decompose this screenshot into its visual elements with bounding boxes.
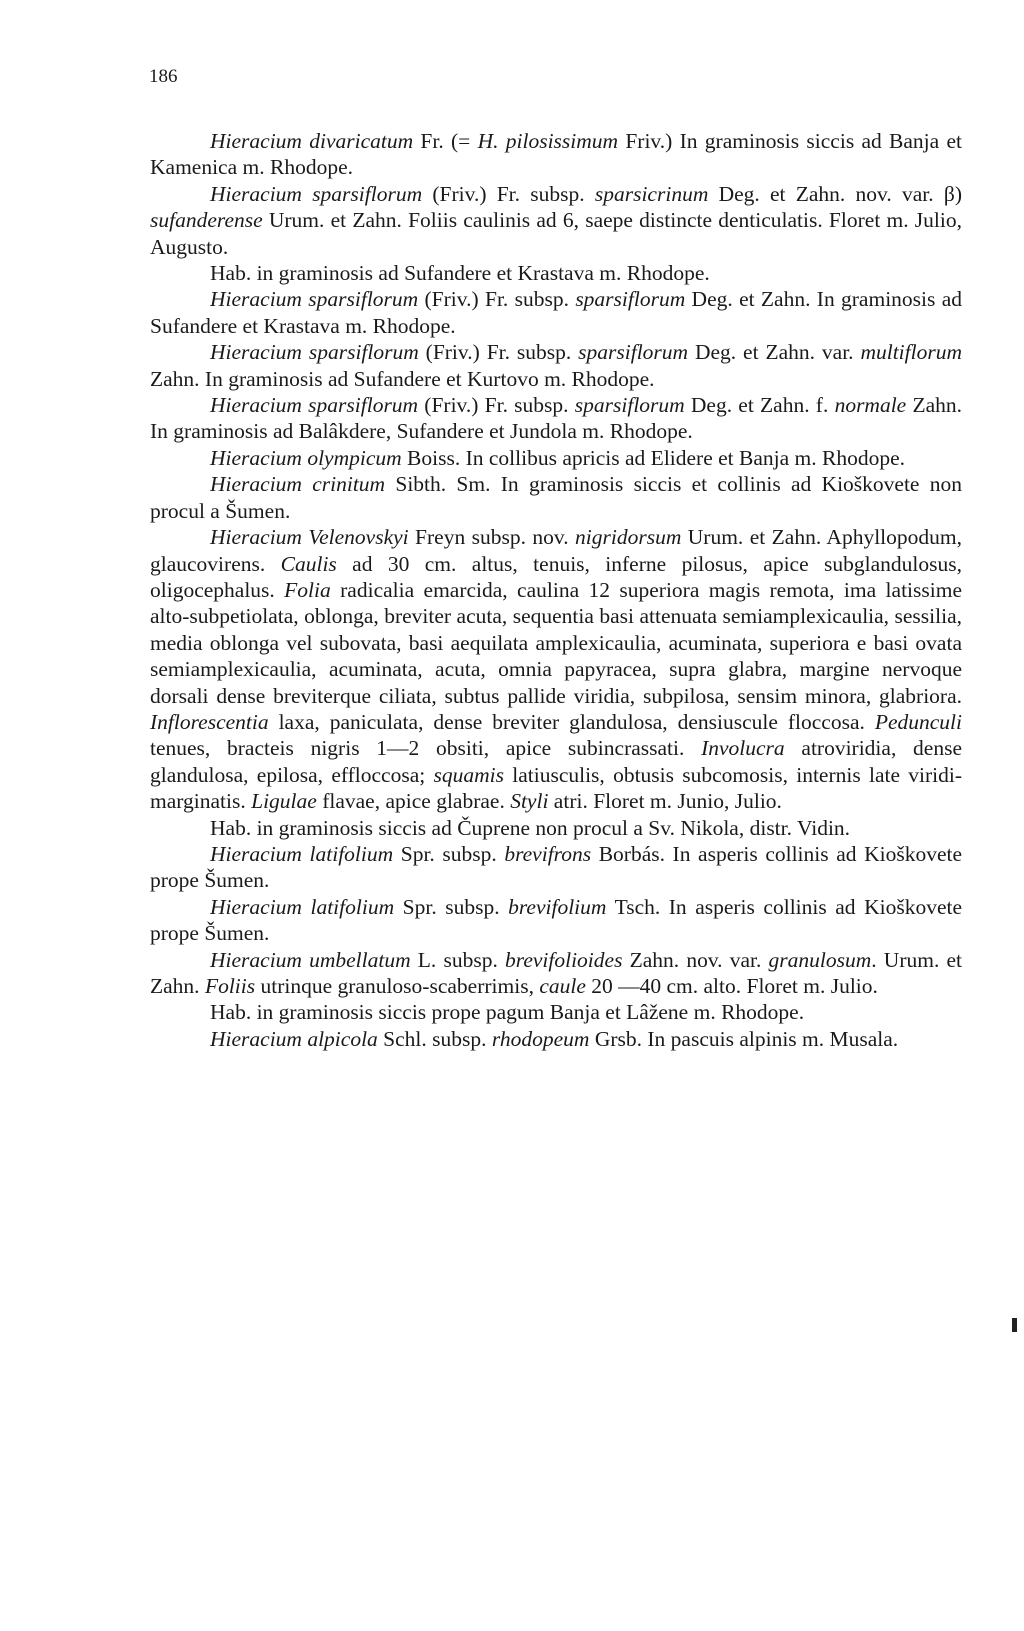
italic-run: sufanderense	[150, 208, 263, 233]
italic-run: Hieracium Velenovskyi	[210, 525, 409, 550]
italic-run: brevifrons	[504, 841, 592, 866]
text-run: laxa, paniculata, dense breviter glandulosa, densiuscule floccosa.	[268, 709, 875, 734]
text-run: Borbás. In asperis collinis ad Kioškovete prope Šumen.	[150, 841, 962, 893]
text-run: latiusculis, obtusis subcomosis, internis late viridi-marginatis.	[150, 762, 963, 814]
text-run: atroviridia, dense glandulosa, epilosa, effloccosa;	[150, 736, 962, 787]
text-run: flavae, apice glabrae.	[316, 789, 511, 814]
italic-run: Inflorescentia	[150, 709, 269, 734]
text-run: Schl. subsp.	[377, 1026, 492, 1051]
italic-run: brevifolium	[508, 894, 607, 919]
italic-run: sparsiflorum	[574, 393, 685, 418]
paragraph	[150, 392, 962, 445]
text-run: Zahn. In graminosis ad Sufandere et Kurtovo m. Rhodope.	[150, 366, 655, 391]
text-run: Hab. in graminosis siccis prope pagum Banja et Lâžene m. Rhodope.	[210, 1000, 805, 1025]
text-run: Deg. et Zahn. In graminosis ad Sufandere et Krastava m. Rhodope.	[150, 287, 962, 338]
text-run: Spr. subsp.	[393, 841, 505, 866]
text-run: Boiss. In collibus apricis ad Elidere et Banja m. Rhodope.	[401, 445, 906, 470]
italic-run: sparsicrinum	[594, 181, 709, 206]
italic-run: nigridorsum	[575, 525, 682, 550]
paragraph	[150, 815, 962, 841]
text-run: (Friv.) Fr. subsp.	[418, 393, 575, 418]
text-run: ad 30 cm. altus, tenuis, inferne pilosus, apice subglandulosus, oligocephalus.	[150, 551, 962, 602]
italic-run: brevifolioides	[505, 947, 623, 972]
italic-run: Hieracium divaricatum	[210, 129, 414, 153]
text-run: Fr. (=	[413, 129, 478, 153]
italic-run: sparsiflorum	[575, 287, 686, 312]
italic-run: normale	[834, 393, 907, 418]
text-run: 20 —40 cm. alto. Floret m. Julio.	[585, 974, 878, 998]
text-run: utrinque granuloso-scaberrimis,	[255, 974, 540, 998]
italic-run: Pedunculi	[874, 709, 962, 734]
text-run: Hab. in graminosis siccis ad Čuprene non procul a Sv. Nikola, distr. Vidin.	[210, 815, 851, 840]
text-run: Urum. et Zahn. Foliis caulinis ad 6, saepe distincte denticulatis. Floret m. Julio, Augusto.	[150, 208, 962, 259]
paragraph	[150, 524, 962, 814]
italic-run: Folia	[284, 577, 331, 602]
italic-run: Caulis	[280, 551, 337, 576]
italic-run: Hieracium umbellatum	[210, 947, 411, 972]
paragraph	[150, 999, 962, 1025]
italic-run: Hieracium crinitum	[210, 472, 386, 497]
text-run: Spr. subsp.	[394, 894, 509, 919]
paragraph	[150, 841, 962, 894]
text-run: Deg. et Zahn. var.	[688, 340, 861, 365]
text-run: tenues, bracteis nigris 1—2 obsiti, apice subincrassati.	[150, 736, 702, 761]
italic-run: Foliis	[204, 974, 256, 998]
text-run: atri. Floret m. Junio, Julio.	[548, 789, 782, 814]
paragraph	[150, 471, 962, 524]
text-run: Hab. in graminosis ad Sufandere et Krastava m. Rhodope.	[210, 261, 710, 286]
italic-run: multiflorum	[860, 340, 962, 365]
body-text	[150, 128, 962, 1052]
italic-run: rhodopeum	[491, 1026, 590, 1051]
text-run: Freyn subsp. nov.	[408, 525, 576, 550]
paragraph	[150, 286, 962, 339]
italic-run: squamis	[433, 762, 504, 787]
paragraph	[150, 181, 962, 260]
text-run: . Urum. et Zahn.	[150, 947, 963, 998]
italic-run: H. pilosissimum	[477, 129, 619, 153]
italic-run: Hieracium sparsiflorum	[210, 287, 419, 312]
text-run: (Friv.) Fr. subsp.	[422, 181, 595, 206]
italic-run: granulosum	[768, 947, 872, 972]
paragraph	[150, 1026, 962, 1052]
italic-run: Involucra	[701, 736, 785, 761]
italic-run: Styli	[510, 789, 549, 814]
text-run: Grsb. In pascuis alpinis m. Musala.	[589, 1026, 899, 1051]
text-run: L. subsp.	[410, 947, 505, 972]
italic-run: caule	[539, 974, 586, 998]
paragraph	[150, 894, 962, 947]
text-run: Zahn. nov. var.	[622, 947, 769, 972]
paragraph	[150, 445, 962, 471]
italic-run: Hieracium latifolium	[210, 841, 394, 866]
margin-mark	[1012, 1318, 1017, 1332]
italic-run: Hieracium sparsiflorum	[210, 340, 419, 365]
italic-run: Hieracium olympicum	[210, 445, 402, 470]
text-run: Deg. et Zahn. f.	[684, 393, 835, 418]
text-run: radicalia emarcida, caulina 12 superiora magis remota, ima latissime alto-subpetiolata, oblonga, breviter acuta, sequentia basi attenuata semiamplexicaulia, sessilia, media oblonga vel subovata, basi aequilata amplexicaulia, acuminata, superiora e basi ovata semiamplexicaulia, acuminata, acuta, omnia papyracea, supra glabra, margine nervoque dorsali dense breviterque ciliata, subtus pallide viridia, subpilosa, sensim minora, glabriora.	[150, 577, 962, 708]
text-run: Sibth. Sm. In graminosis siccis et collinis ad Kioškovete non procul a Šumen.	[150, 472, 963, 523]
text-run: Urum. et Zahn. Aphyllopodum, glaucovirens.	[150, 525, 962, 576]
text-run: (Friv.) Fr. subsp.	[418, 340, 579, 365]
text-run: Tsch. In asperis collinis ad Kioškovete prope Šumen.	[150, 894, 962, 946]
text-run: Deg. et Zahn. nov. var. β)	[708, 181, 962, 206]
italic-run: Ligulae	[251, 789, 317, 814]
italic-run: Hieracium sparsiflorum	[210, 181, 423, 206]
paragraph	[150, 947, 962, 1000]
paragraph	[150, 339, 962, 392]
italic-run: Hieracium latifolium	[210, 894, 395, 919]
paragraph	[150, 128, 962, 181]
text-run: (Friv.) Fr. subsp.	[418, 287, 576, 312]
paragraph	[150, 260, 962, 286]
italic-run: Hieracium alpicola	[210, 1026, 378, 1051]
page-number: 186	[149, 66, 178, 87]
italic-run: Hieracium sparsiflorum	[210, 393, 419, 418]
italic-run: sparsiflorum	[578, 340, 689, 365]
text-run: Zahn. In graminosis ad Balâkdere, Sufandere et Jundola m. Rhodope.	[150, 393, 962, 444]
text-run: Friv.) In graminosis siccis ad Banja et Kamenica m. Rhodope.	[150, 129, 962, 180]
